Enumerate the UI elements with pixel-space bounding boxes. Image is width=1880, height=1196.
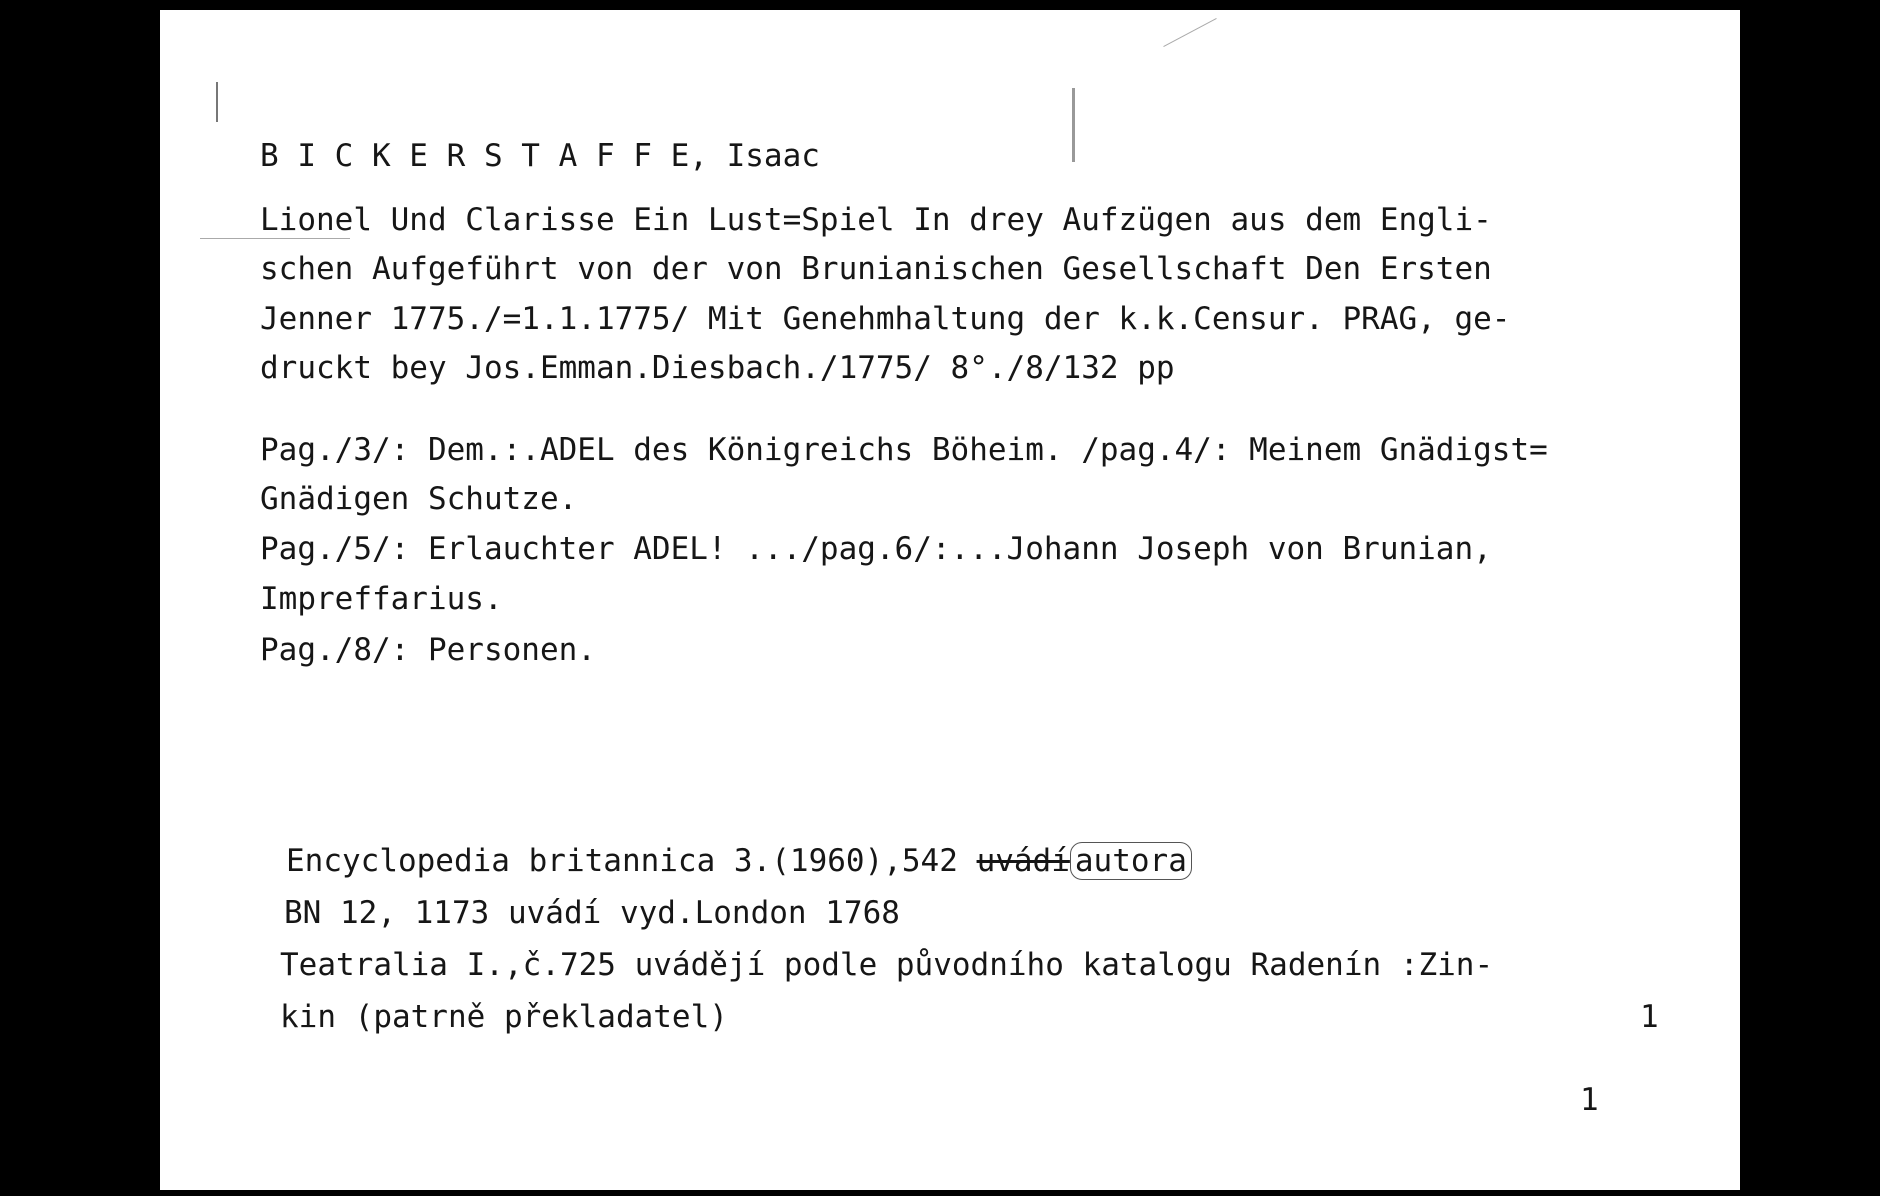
reference-teatralia-2: kin (patrně překladatel) [280, 999, 728, 1035]
scan-mark [1072, 88, 1075, 162]
reference-britannica [286, 843, 1192, 879]
page-note-5: Pag./8/: Personen. [260, 632, 596, 668]
scan-mark [216, 82, 218, 122]
catalog-card [160, 10, 1740, 1190]
struck-word: uvádí [976, 843, 1070, 879]
author-surname: B I C K E R S T A F F E, [260, 138, 708, 174]
title-line-1: Lionel Und Clarisse Ein Lust=Spiel In drey Aufzügen aus dem Engli- [260, 202, 1492, 238]
britannica-text: Encyclopedia britannica 3.(1960),542 [286, 843, 977, 879]
title-line-2: schen Aufgeführt von der von Brunianischen Gesellschaft Den Ersten [260, 251, 1492, 287]
margin-number: 1 [1640, 999, 1659, 1035]
author-forename: Isaac [707, 138, 820, 174]
author-heading [260, 138, 820, 174]
page-note-3: Pag./5/: Erlauchter ADEL! .../pag.6/:...Johann Joseph von Brunian, [260, 531, 1492, 567]
page-note-2: Gnädigen Schutze. [260, 481, 578, 517]
page-note-4: Impreffarius. [260, 581, 503, 617]
bracketed-word: autora [1070, 842, 1192, 880]
reference-bn: BN 12, 1173 uvádí vyd.London 1768 [284, 895, 900, 931]
reference-teatralia-1: Teatralia I.,č.725 uvádějí podle původního katalogu Radenín :Zin- [280, 947, 1494, 983]
scan-mark [1163, 18, 1216, 47]
title-line-4: druckt bey Jos.Emman.Diesbach./1775/ 8°./8/132 pp [260, 350, 1175, 386]
page-note-1: Pag./3/: Dem.:.ADEL des Königreichs Böheim. /pag.4/: Meinem Gnädigst= [260, 432, 1548, 468]
scan-mark [200, 238, 350, 239]
card-number: 1 [1580, 1082, 1599, 1118]
title-line-3: Jenner 1775./=1.1.1775/ Mit Genehmhaltung der k.k.Censur. PRAG, ge- [260, 301, 1511, 337]
